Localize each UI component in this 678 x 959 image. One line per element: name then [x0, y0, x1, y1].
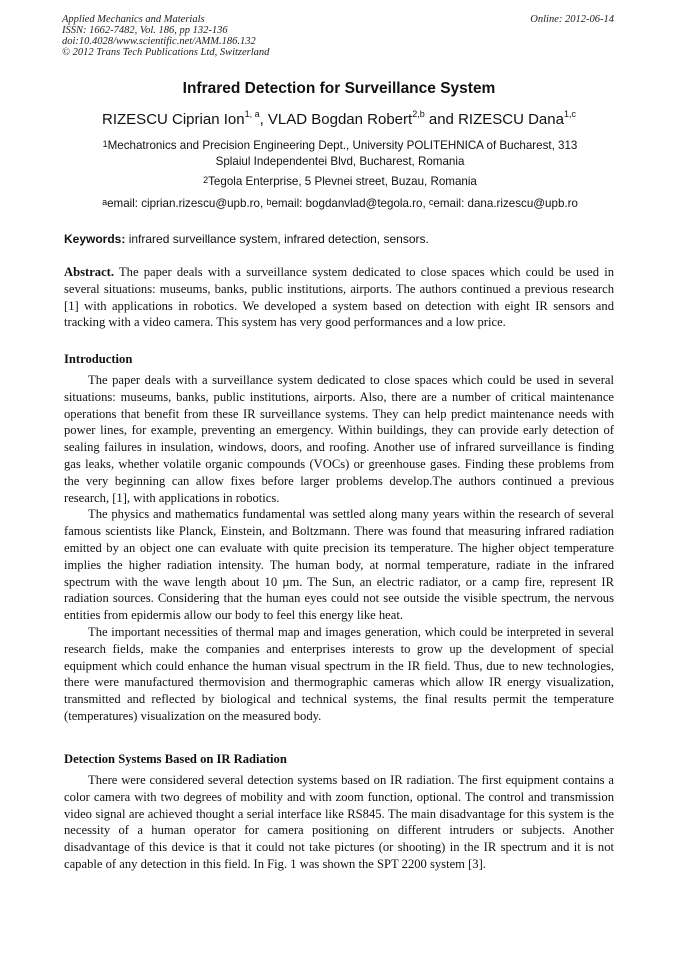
detection-heading: Detection Systems Based on IR Radiation [64, 752, 287, 766]
author-1: RIZESCU Ciprian Ion [102, 111, 245, 128]
affiliation-2-sup: 2 [203, 175, 209, 185]
journal-header [62, 14, 269, 58]
email-2-sup: b [266, 197, 272, 207]
author-3-sup: 1,c [563, 109, 576, 119]
email-3-sup: c [428, 197, 434, 207]
introduction-heading: Introduction [64, 352, 133, 366]
abstract-label: Abstract. [64, 265, 115, 279]
email-2: email: bogdanvlad@tegola.ro, [271, 197, 429, 210]
journal-name: Applied Mechanics and Materials [62, 14, 205, 25]
author-sep-1: , [259, 111, 268, 128]
intro-paragraph-1: The paper deals with a surveillance system dedicated to close spaces which could be used in several situations: museums, banks, public institutions, airports. Also, there are a number of critical maintenance operations that benefit from these IR surveillance systems. They can help predict maintenance needs with power lines, for example, preventing an emergency. Within buildings, they can provide early detection of sealing failures in insulation, windows, doors, and roofing. Another use of infrared surveillance is finding gas leaks, whether volatile organic compounds (VOCs) or greenhouse gases. Finding these problems from the very beginning can allow fixes before larger problems develop.The authors continued a previous research, [1], with applications in robotics. [64, 373, 614, 505]
paper-title: Infrared Detection for Surveillance System [182, 80, 496, 97]
author-3: RIZESCU Dana [458, 111, 564, 128]
author-1-sup: 1, a [244, 109, 260, 119]
keywords-label: Keywords: [64, 232, 126, 246]
author-sep-2: and [424, 111, 459, 128]
keywords-text: infrared surveillance system, infrared detection, sensors. [125, 232, 429, 246]
introduction-section [64, 372, 614, 725]
affiliation-1-line-2: Splaiul Independentei Blvd, Bucharest, Romania [215, 155, 465, 168]
intro-paragraph-3: The important necessities of thermal map and images generation, which could be interpreted in several research fields, make the companies and enterprises interests to grow up the development of special equipment which could enhance the human visual spectrum in the IR field. Thus, due to new technologies, there were manufactured thermovision and thermographic cameras which allow IR energy visualization, transmitted and reflected by biological and technical systems, the final results permit the temperature (temperatures) visualization on the measured body. [64, 624, 614, 723]
online-date: Online: 2012-06-14 [530, 14, 614, 25]
author-2: VLAD Bogdan Robert [267, 111, 413, 128]
affiliation-1-line-1: Mechatronics and Precision Engineering Dept., University POLITEHNICA of Bucharest, 313 [107, 139, 578, 152]
journal-copyright: © 2012 Trans Tech Publications Ltd, Switzerland [62, 47, 270, 58]
abstract-text: The paper deals with a surveillance system dedicated to close spaces which could be used in several situations: museums, banks, public institutions, airports. The authors continued a previous research [1] with applications in robotics. We developed a system based on detection with eight IR sensors and tracking with a video camera. This system has very good performances and a low price. [64, 265, 614, 330]
affiliation-1-sup: 1 [102, 139, 108, 149]
intro-paragraph-2: The physics and mathematics fundamental was settled along many years within the research of several famous scientists like Planck, Einstein, and Boltzmann. There was found that measuring infrared radiation emitted by an object one can evaluate with quite precision its temperature. The higher object temperature implies the higher radiation intensity. The human body, at normal temperature, radiate in the infrared spectrum with the wave length about 10 µm. The Sun, an electric radiator, or a camp fire, represent IR radiation sources. Considering that the human eyes could not see outside the visible spectrum, the nervous entities from epidermis allow our body to feel this energy like heat. [64, 507, 614, 623]
affiliation-1 [60, 138, 620, 170]
author-list [0, 111, 678, 128]
email-1-sup: a [102, 197, 108, 207]
detection-paragraph-1: There were considered several detection systems based on IR radiation. The first equipment contains a color camera with two degrees of mobility and with zoom function, optional. The control and transmission video signal are achieved thought a serial interface like RS845. The main disadvantage for this system is the necessity of a human operator for camera positioning on different intruders or subjects. Another disadvantage of this device is that it could not take pictures (or shooting) in the IR spectrum and it is not capable of any detection in this field. In Fig. 1 was shown the SPT 2200 system [3]. [64, 773, 614, 871]
journal-doi: doi:10.4028/www.scientific.net/AMM.186.132 [62, 36, 256, 47]
email-3: email: dana.rizescu@upb.ro [433, 197, 578, 210]
detection-section [64, 772, 614, 873]
affiliation-2-text: Tegola Enterprise, 5 Plevnei street, Buzau, Romania [208, 175, 477, 188]
affiliation-2 [60, 174, 620, 190]
author-2-sup: 2,b [412, 109, 425, 119]
author-emails [40, 196, 640, 212]
email-1: email: ciprian.rizescu@upb.ro, [107, 197, 267, 210]
abstract [64, 264, 614, 331]
keywords [64, 232, 624, 246]
journal-issn: ISSN: 1662-7482, Vol. 186, pp 132-136 [62, 25, 228, 36]
